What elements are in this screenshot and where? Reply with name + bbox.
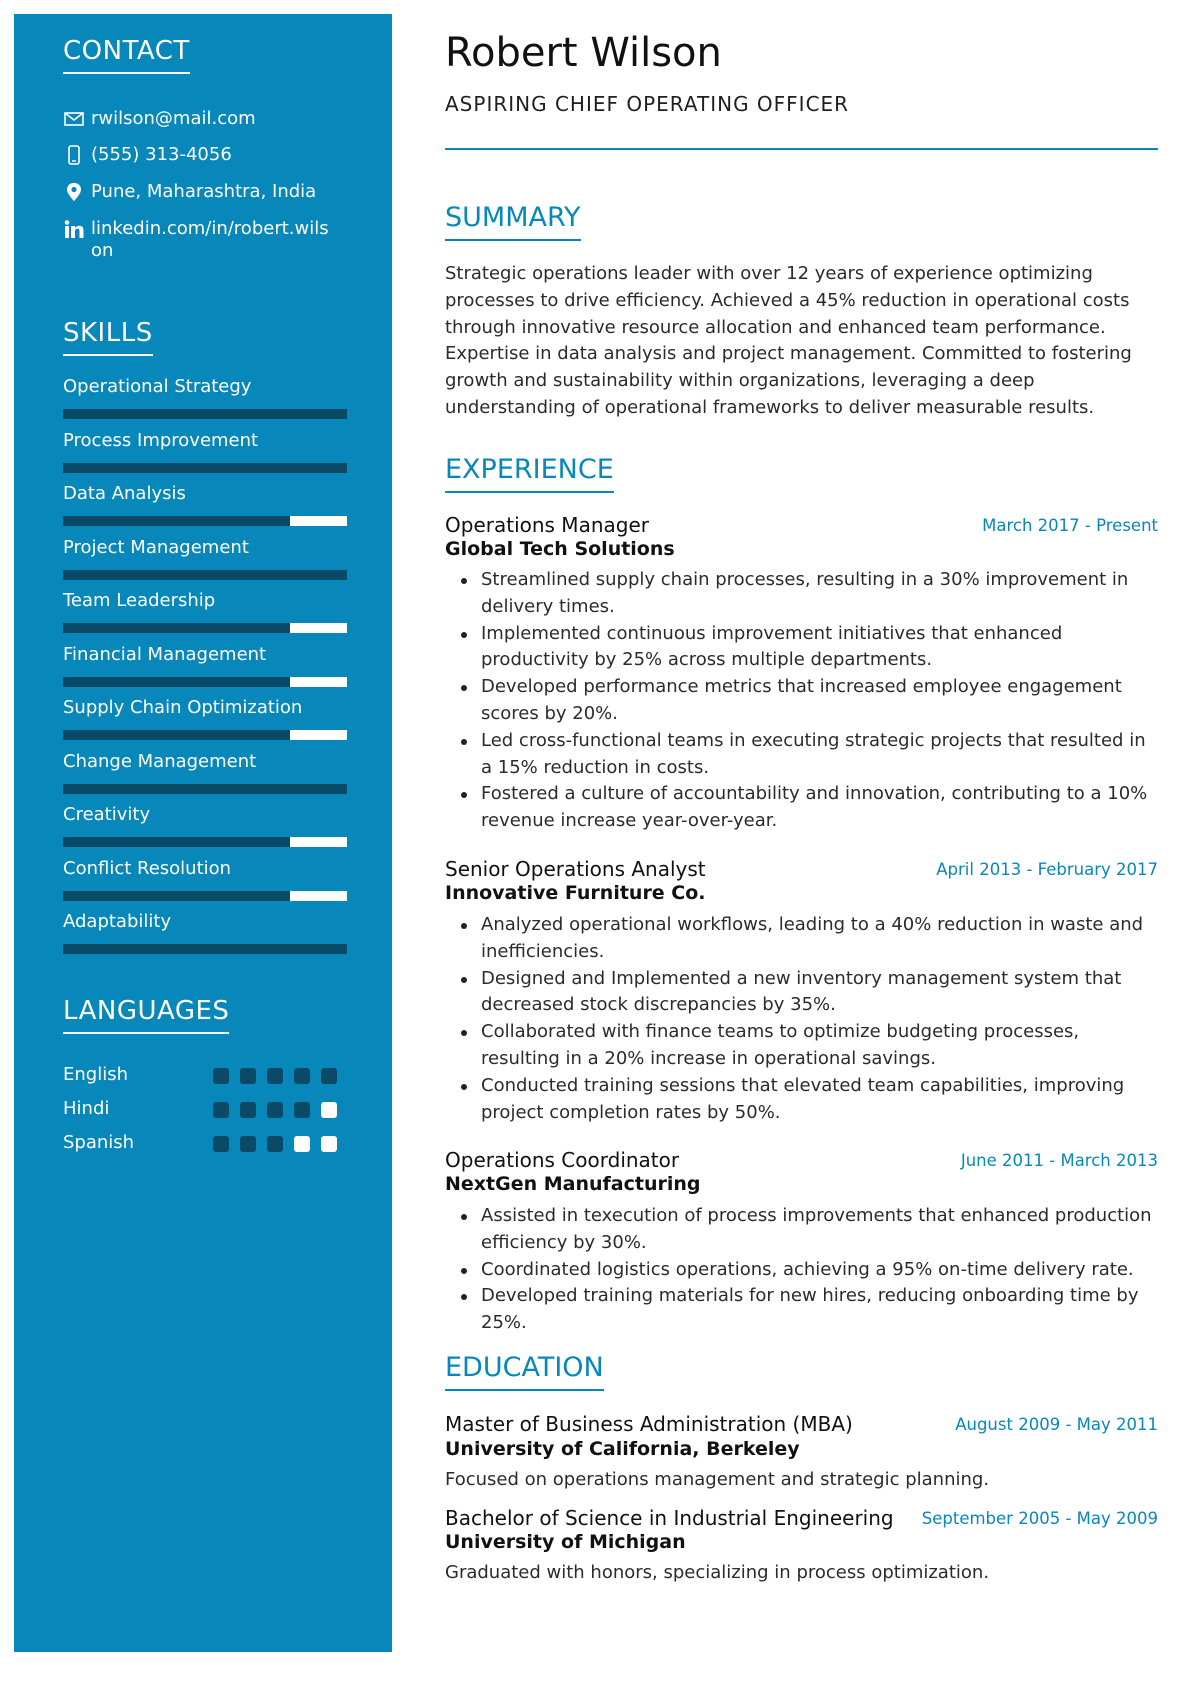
language-level-dots [213, 1102, 348, 1118]
job-bullet: Developed training materials for new hires, reducing onboarding time by 25%. [481, 1283, 1158, 1337]
skill-item [63, 537, 347, 580]
header-divider [445, 148, 1158, 150]
job-bullet: Developed performance metrics that increased employee engagement scores by 20%. [481, 674, 1158, 728]
job-bullet: Collaborated with finance teams to optimize budgeting processes, resulting in a 20% increase in operational savings. [481, 1019, 1158, 1073]
language-level-dot [321, 1068, 337, 1084]
language-item [63, 1098, 353, 1122]
experience-heading-underline [445, 491, 614, 493]
skill-label: Adaptability [63, 911, 172, 932]
contact-heading-text: CONTACT [63, 36, 190, 66]
job-company: Innovative Furniture Co. [445, 882, 706, 904]
skill-label: Project Management [63, 536, 249, 558]
job-dates: March 2017 - Present [982, 516, 1158, 535]
job-bullet: Assisted in texecution of process improvements that enhanced production efficiency by 30%. [481, 1203, 1158, 1257]
experience-heading [445, 454, 614, 493]
candidate-title: ASPIRING CHIEF OPERATING OFFICER [445, 92, 850, 116]
skill-level-bar [63, 730, 347, 740]
language-level-dot [321, 1136, 337, 1152]
experience-heading-text: EXPERIENCE [445, 454, 614, 485]
skill-item [63, 697, 347, 740]
skill-level-bar [63, 837, 347, 847]
skill-item [63, 483, 347, 526]
skill-label: Supply Chain Optimization [63, 697, 303, 718]
contact-email[interactable] [63, 108, 256, 130]
degree-dates: September 2005 - May 2009 [921, 1509, 1158, 1528]
skill-item [63, 376, 347, 419]
skill-item [63, 804, 347, 847]
contact-phone[interactable] [63, 144, 232, 166]
contact-linkedin[interactable] [63, 218, 338, 262]
skill-label: Financial Management [63, 643, 267, 665]
job-bullet: Coordinated logistics operations, achieving a 95% on-time delivery rate. [481, 1257, 1158, 1284]
skill-level-fill [63, 570, 347, 580]
language-item [63, 1064, 353, 1088]
language-level-dot [267, 1068, 283, 1084]
skill-item [63, 751, 347, 794]
linkedin-text: linkedin.com/in/robert.wilson [91, 218, 329, 261]
skills-heading [63, 318, 153, 356]
skill-level-fill [63, 837, 290, 847]
skill-level-bar [63, 891, 347, 901]
skill-level-bar [63, 944, 347, 954]
skill-level-fill [63, 677, 290, 687]
job-bullets [445, 1203, 1158, 1337]
job-title: Operations Coordinator [445, 1148, 680, 1172]
location-text: Pune, Maharashtra, India [91, 181, 317, 202]
skill-level-fill [63, 784, 347, 794]
skill-item [63, 911, 347, 954]
job-bullets [445, 912, 1158, 1126]
job-company: Global Tech Solutions [445, 538, 675, 560]
summary-heading-text: SUMMARY [445, 202, 581, 233]
job-bullet: Analyzed operational workflows, leading to a 40% reduction in waste and inefficiencies. [481, 912, 1158, 966]
skill-level-bar [63, 623, 347, 633]
languages-heading-underline [63, 1032, 229, 1034]
school-name: University of California, Berkeley [445, 1438, 800, 1460]
job-title: Operations Manager [445, 513, 649, 537]
education-heading-underline [445, 1389, 604, 1391]
sidebar [14, 14, 392, 1652]
phone-icon [63, 144, 85, 166]
skill-label: Team Leadership [63, 590, 216, 611]
contact-heading [63, 36, 190, 74]
language-level-dot [213, 1068, 229, 1084]
language-level-dot [294, 1102, 310, 1118]
school-name: University of Michigan [445, 1531, 686, 1553]
language-level-dot [294, 1136, 310, 1152]
language-level-dot [267, 1102, 283, 1118]
skill-label: Change Management [63, 750, 257, 772]
job-bullet: Streamlined supply chain processes, resulting in a 30% improvement in delivery times. [481, 567, 1158, 621]
language-level-dot [240, 1136, 256, 1152]
skill-item [63, 644, 347, 687]
job-dates: June 2011 - March 2013 [960, 1151, 1158, 1170]
contact-location [63, 181, 316, 203]
skill-level-bar [63, 516, 347, 526]
skill-level-bar [63, 463, 347, 473]
languages-heading [63, 996, 229, 1034]
degree-note: Focused on operations management and strategic planning. [445, 1469, 990, 1490]
skill-label: Conflict Resolution [63, 857, 232, 879]
education-heading-text: EDUCATION [445, 1352, 604, 1383]
skills-heading-underline [63, 354, 153, 356]
language-label: Hindi [63, 1098, 110, 1119]
language-label: Spanish [63, 1132, 135, 1153]
language-level-dot [240, 1102, 256, 1118]
job-bullet: Conducted training sessions that elevated team capabilities, improving project completion rates by 50%. [481, 1073, 1158, 1127]
skill-level-fill [63, 944, 347, 954]
location-pin-icon [63, 181, 85, 203]
language-level-dots [213, 1068, 348, 1084]
linkedin-icon [63, 218, 85, 240]
summary-heading-underline [445, 239, 581, 241]
skill-label: Data Analysis [63, 483, 186, 504]
skill-level-bar [63, 784, 347, 794]
job-bullet: Fostered a culture of accountability and innovation, contributing to a 10% revenue increase year-over-year. [481, 781, 1158, 835]
summary-text: Strategic operations leader with over 12 years of experience optimizing processes to drive efficiency. Achieved a 45% reduction in operational costs through innovative resource allocation and enhanced team performance. Expertise in data analysis and project management. Committed to fostering growth and sustainability within organizations, leveraging a deep understanding of operational frameworks to deliver measurable results. [445, 263, 1132, 418]
contact-heading-underline [63, 72, 190, 74]
job-dates: April 2013 - February 2017 [936, 860, 1158, 879]
job-bullet: Led cross-functional teams in executing strategic projects that resulted in a 15% reduction in costs. [481, 728, 1158, 782]
skill-item [63, 430, 347, 473]
job-bullet: Implemented continuous improvement initiatives that enhanced productivity by 25% across multiple departments. [481, 621, 1158, 675]
skill-level-fill [63, 891, 290, 901]
languages-heading-text: LANGUAGES [63, 996, 230, 1026]
education-heading [445, 1352, 604, 1391]
language-level-dots [213, 1136, 348, 1152]
degree-title: Master of Business Administration (MBA) [445, 1412, 853, 1436]
job-bullets [445, 567, 1158, 835]
job-bullet: Designed and Implemented a new inventory management system that decreased stock discrepancies by 35%. [481, 966, 1158, 1020]
skill-label: Process Improvement [63, 429, 259, 451]
language-level-dot [240, 1068, 256, 1084]
degree-title: Bachelor of Science in Industrial Engineering [445, 1506, 894, 1530]
language-level-dot [267, 1136, 283, 1152]
skill-label: Creativity [63, 804, 151, 825]
skill-level-bar [63, 677, 347, 687]
skill-level-fill [63, 623, 290, 633]
language-label: English [63, 1064, 128, 1085]
skills-heading-text: SKILLS [63, 318, 153, 348]
mail-icon [63, 108, 85, 130]
language-item [63, 1132, 353, 1156]
skill-level-fill [63, 409, 347, 419]
degree-dates: August 2009 - May 2011 [955, 1415, 1158, 1434]
skill-item [63, 858, 347, 901]
summary-heading [445, 202, 581, 241]
skill-item [63, 590, 347, 633]
language-level-dot [294, 1068, 310, 1084]
skill-level-fill [63, 730, 290, 740]
language-level-dot [213, 1102, 229, 1118]
job-company: NextGen Manufacturing [445, 1173, 701, 1195]
skill-level-bar [63, 570, 347, 580]
phone-text: (555) 313-4056 [91, 144, 232, 165]
job-title: Senior Operations Analyst [445, 857, 706, 881]
language-level-dot [213, 1136, 229, 1152]
skill-level-fill [63, 463, 347, 473]
email-text: rwilson@mail.com [91, 108, 256, 129]
skill-level-bar [63, 409, 347, 419]
candidate-name: Robert Wilson [445, 30, 722, 76]
skill-label: Operational Strategy [63, 376, 252, 397]
degree-note: Graduated with honors, specializing in process optimization. [445, 1562, 990, 1583]
language-level-dot [321, 1102, 337, 1118]
skill-level-fill [63, 516, 290, 526]
